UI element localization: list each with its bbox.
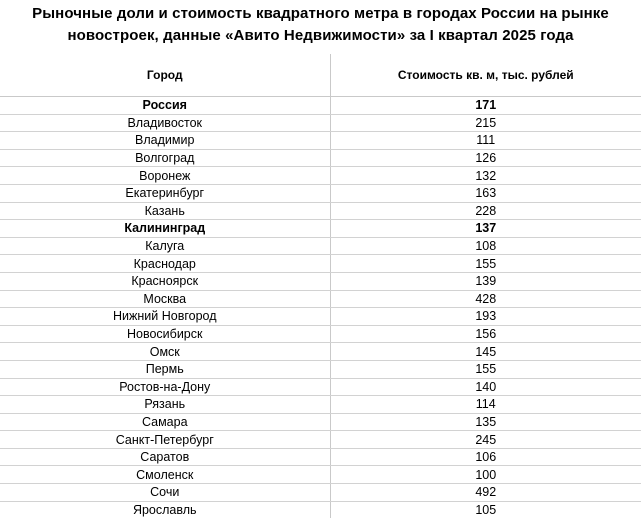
price-cell: 492	[330, 484, 641, 502]
table-row	[0, 308, 641, 326]
title-line-1: Рыночные доли и стоимость квадратного метра в городах России на рынке	[32, 5, 609, 22]
table-row	[0, 272, 641, 290]
price-table-container	[0, 54, 641, 518]
price-cell: 108	[330, 237, 641, 255]
city-cell: Калуга	[0, 237, 330, 255]
city-cell: Казань	[0, 202, 330, 220]
table-row	[0, 220, 641, 238]
price-cell: 155	[330, 255, 641, 273]
price-cell: 106	[330, 448, 641, 466]
price-cell: 100	[330, 466, 641, 484]
price-cell: 111	[330, 132, 641, 150]
table-body	[0, 97, 641, 519]
city-cell: Самара	[0, 413, 330, 431]
price-cell: 114	[330, 396, 641, 414]
city-cell: Москва	[0, 290, 330, 308]
city-cell: Владимир	[0, 132, 330, 150]
header-price: Стоимость кв. м, тыс. рублей	[330, 54, 641, 97]
city-cell: Смоленск	[0, 466, 330, 484]
city-cell: Ростов-на-Дону	[0, 378, 330, 396]
city-cell: Сочи	[0, 484, 330, 502]
table-header	[0, 54, 641, 97]
city-cell: Волгоград	[0, 149, 330, 167]
table-row	[0, 431, 641, 449]
header-city: Город	[0, 54, 330, 97]
city-cell: Пермь	[0, 360, 330, 378]
table-row	[0, 501, 641, 518]
city-cell: Краснодар	[0, 255, 330, 273]
price-cell: 139	[330, 272, 641, 290]
table-row	[0, 378, 641, 396]
table-row	[0, 149, 641, 167]
city-cell: Красноярск	[0, 272, 330, 290]
price-cell: 171	[330, 97, 641, 115]
table-row	[0, 448, 641, 466]
table-row	[0, 484, 641, 502]
price-cell: 140	[330, 378, 641, 396]
price-cell: 428	[330, 290, 641, 308]
price-cell: 135	[330, 413, 641, 431]
city-cell: Воронеж	[0, 167, 330, 185]
table-row	[0, 202, 641, 220]
price-cell: 245	[330, 431, 641, 449]
city-cell: Нижний Новгород	[0, 308, 330, 326]
table-row	[0, 396, 641, 414]
price-cell: 163	[330, 184, 641, 202]
price-cell: 126	[330, 149, 641, 167]
city-cell: Екатеринбург	[0, 184, 330, 202]
price-cell: 193	[330, 308, 641, 326]
price-cell: 156	[330, 325, 641, 343]
header-row	[0, 54, 641, 97]
table-row	[0, 343, 641, 361]
price-cell: 155	[330, 360, 641, 378]
price-cell: 215	[330, 114, 641, 132]
table-row	[0, 290, 641, 308]
price-cell: 137	[330, 220, 641, 238]
table-row	[0, 360, 641, 378]
table-row	[0, 237, 641, 255]
city-cell: Калининград	[0, 220, 330, 238]
table-row	[0, 132, 641, 150]
table-row	[0, 97, 641, 115]
city-cell: Санкт-Петербург	[0, 431, 330, 449]
table-row	[0, 114, 641, 132]
city-cell: Саратов	[0, 448, 330, 466]
price-cell: 132	[330, 167, 641, 185]
table-row	[0, 167, 641, 185]
document-title	[0, 0, 641, 47]
table-row	[0, 184, 641, 202]
table-row	[0, 255, 641, 273]
price-cell: 228	[330, 202, 641, 220]
table-row	[0, 325, 641, 343]
table-row	[0, 413, 641, 431]
price-table	[0, 54, 641, 518]
city-cell: Новосибирск	[0, 325, 330, 343]
city-cell: Россия	[0, 97, 330, 115]
city-cell: Рязань	[0, 396, 330, 414]
city-cell: Омск	[0, 343, 330, 361]
price-cell: 105	[475, 502, 497, 517]
city-cell: Ярославль	[0, 501, 330, 518]
table-row	[0, 466, 641, 484]
price-cell: 145	[330, 343, 641, 361]
city-cell: Владивосток	[0, 114, 330, 132]
title-line-2: новостроек, данные «Авито Недвижимости» за I квартал 2025 года	[67, 27, 574, 44]
